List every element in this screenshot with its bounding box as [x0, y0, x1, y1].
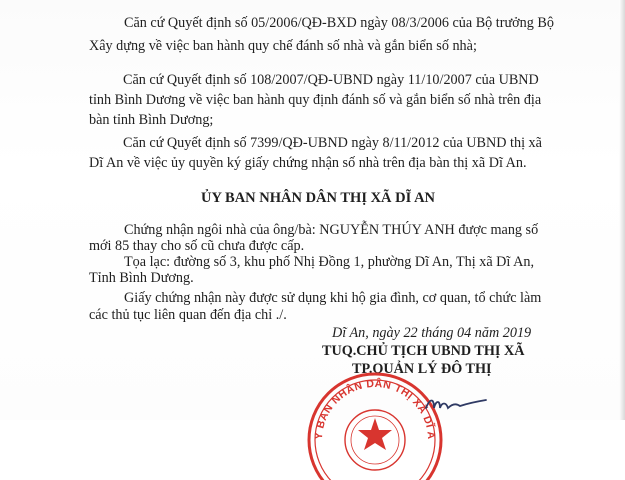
body3-line1: Giấy chứng nhận này được sử dụng khi hộ gia đình, cơ quan, tổ chức làm — [124, 290, 542, 306]
signature-icon — [420, 388, 500, 418]
para2-line3: bàn tỉnh Bình Dương; — [89, 112, 214, 128]
page-edge — [619, 0, 625, 420]
body1-line1: Chứng nhận ngôi nhà của ông/bà: NGUYỄN THÚY ANH được mang số — [124, 222, 539, 238]
seal-text: ỦY BAN NHÂN DÂN THỊ XÃ DĨ AN — [295, 351, 438, 440]
signer-title-1: TUQ.CHỦ TỊCH UBND THỊ XÃ — [322, 343, 525, 359]
para3-line2: Dĩ An về việc ủy quyền ký giấy chứng nhận số nhà trên địa bàn thị xã Dĩ An. — [89, 155, 527, 171]
body3-line2: các thủ tục liên quan đến địa chỉ ./. — [89, 307, 287, 323]
official-seal-icon — [295, 351, 450, 480]
body1-line2: mới 85 thay cho số cũ chưa được cấp. — [89, 238, 305, 254]
signer-title-2: TP.QUẢN LÝ ĐÔ THỊ — [352, 361, 492, 377]
para2-line1: Căn cứ Quyết định số 108/2007/QĐ-UBND ngày 11/10/2007 của UBND — [123, 72, 539, 88]
issuer-heading: ỦY BAN NHÂN DÂN THỊ XÃ DĨ AN — [201, 190, 436, 206]
body2-line1: Tọa lạc: đường số 3, khu phố Nhị Đồng 1, phường Dĩ An, Thị xã Dĩ An, — [124, 254, 535, 270]
body2-line2: Tỉnh Bình Dương. — [89, 270, 194, 286]
para2-line2: tỉnh Bình Dương về việc ban hành quy định đánh số và gắn biển số nhà trên địa — [89, 92, 542, 108]
para1-line2: Xây dựng về việc ban hành quy chế đánh số nhà và gắn biển số nhà; — [89, 38, 477, 54]
para1-line1: Căn cứ Quyết định số 05/2006/QĐ-BXD ngày 08/3/2006 của Bộ trưởng Bộ — [124, 15, 554, 31]
svg-text:ỦY BAN NHÂN DÂN THỊ XÃ DĨ AN — [296, 350, 437, 440]
para3-line1: Căn cứ Quyết định số 7399/QĐ-UBND ngày 8/11/2012 của UBND thị xã — [123, 135, 542, 151]
issue-date: Dĩ An, ngày 22 tháng 04 năm 2019 — [332, 325, 532, 341]
